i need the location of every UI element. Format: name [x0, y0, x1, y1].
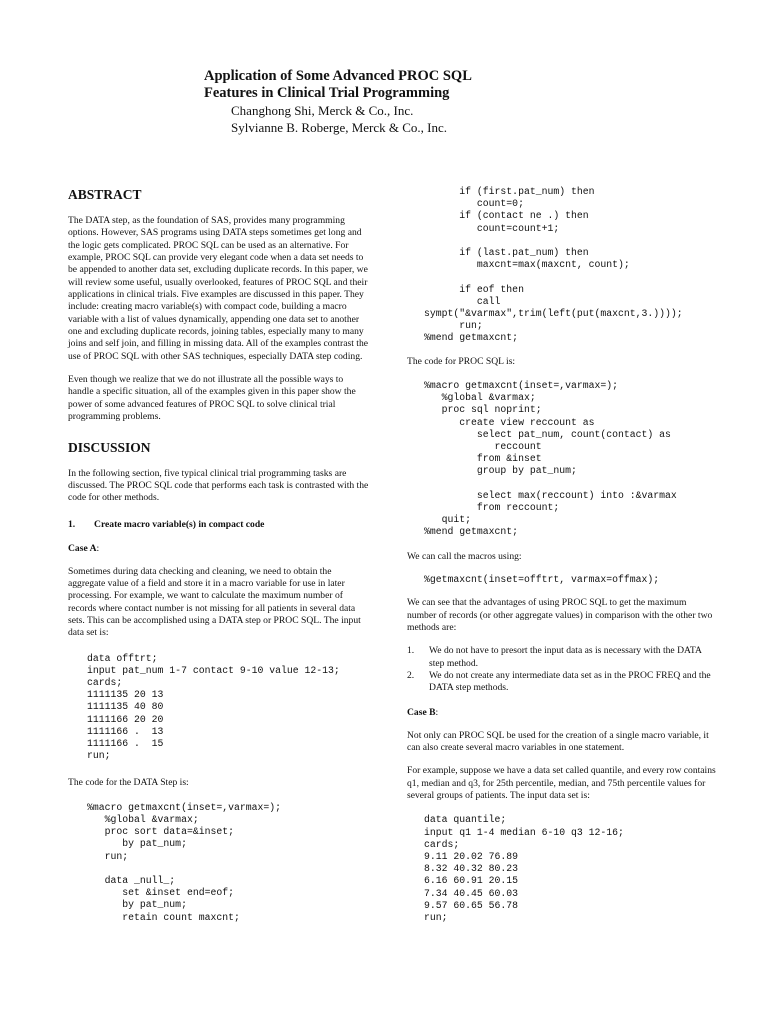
datastep-code-block: %macro getmaxcnt(inset=,varmax=); %global &varmax; proc sort data=&inset; by pat_num; run; data _null_; set &inset end=eof; by pat_num; retain count maxcnt;: [87, 801, 282, 923]
quantile-code-block: data quantile; input q1 1-4 median 6-10 q3 12-16; cards; 9.11 20.02 76.89 8.32 40.32 80.23 6.16 60.91 20.15 7.34 40.45 60.03 9.57 60.65 56.78 run;: [424, 814, 624, 923]
call-intro: We can call the macros using:: [407, 550, 522, 562]
paper-header: [204, 68, 472, 136]
input-data-code-block: data offtrt; input pat_num 1-7 contact 9-10 value 12-13; cards; 1111135 20 13 1111135 40 80 1111166 20 20 1111166 . 13 1111166 . 15 run;: [87, 652, 340, 762]
case-b-heading: [407, 707, 717, 719]
paper-title-line2: Features in Clinical Trial Programming: [204, 85, 450, 101]
case-a-colon: :: [96, 542, 100, 554]
case-b-paragraph-1: Not only can PROC SQL be used for the creation of a single macro variable, it can also create several macro variables in one statement.: [407, 729, 709, 753]
left-column: [68, 186, 370, 924]
advantages-paragraph: We can see that the advantages of using PROC SQL to get the maximum number of records (or other aggregate values) in comparison with the other two methods are:: [407, 597, 713, 633]
list-item: [407, 670, 717, 695]
case-a-heading: [68, 543, 370, 555]
macro-call-code: %getmaxcnt(inset=offtrt, varmax=offmax);: [424, 573, 660, 585]
datastep-intro: The code for the DATA Step is:: [68, 777, 189, 789]
abstract-paragraph-1: The DATA step, as the foundation of SAS, provides many programming options. However, SAS programs using DATA steps sometimes get long and the logic gets complicated. PROC SQL can be used as an alternative. For example, PROC SQL can provide very elegant code when a data set needs to be appended to another data set, excluding duplicate records. In this paper, we will review some useful, usually overlooked, features of PROC SQL and their applications in clinical trials. Five examples are discussed in this paper. They include: creating macro variable(s) with compact code, building a macro variable with a list of values dynamically, appending one data set to another one and excluding duplicate records, joining tables, especially many to many joins and self join, and filling in missing data. All of the examples contrast the use of PROC SQL with other SAS techniques, especially DATA step coding.: [68, 215, 369, 362]
list-item-text: We do not create any intermediate data set as in the PROC FREQ and the DATA step methods.: [429, 669, 711, 694]
section-1-number: 1.: [68, 518, 76, 530]
case-b-colon: :: [435, 706, 439, 718]
case-a-paragraph: Sometimes during data checking and cleaning, we need to obtain the aggregate value of a field and store it in a macro variable for use in later processing. For example, we want to calculate the maximum number of records where contact number is not missing for all patients in several data sets. This can be accomplished using a DATA step or PROC SQL. The input data set is:: [68, 565, 361, 639]
procsql-code-block: %macro getmaxcnt(inset=,varmax=); %global &varmax; proc sql noprint; create view reccount as select pat_num, count(contact) as reccount from &inset group by pat_num; select max(reccount) into :&varmax from reccount; quit; %mend getmaxcnt;: [424, 379, 677, 538]
author-1: Changhong Shi, Merck & Co., Inc.: [231, 103, 414, 118]
procsql-intro: The code for PROC SQL is:: [407, 355, 516, 367]
case-b-paragraph-2: For example, suppose we have a data set called quantile, and every row contains q1, median and q3, for 25th percentile, median, and 75th percentile values for several groups of patients. The input data set is:: [407, 765, 716, 801]
section-1-title: Create macro variable(s) in compact code: [94, 518, 265, 530]
list-item-text: We do not have to presort the input data as is necessary with the DATA step method.: [429, 645, 702, 669]
author-2: Sylvianne B. Roberge, Merck & Co., Inc.: [231, 120, 448, 135]
list-item: [407, 645, 717, 670]
discussion-paragraph: In the following section, five typical clinical trial programming tasks are discussed. The PROC SQL code that performs each task is contrasted with the code for other methods.: [68, 467, 369, 504]
advantages-list: [407, 645, 717, 694]
section-1-heading: [68, 519, 370, 531]
abstract-heading: ABSTRACT: [68, 187, 142, 202]
discussion-heading: DISCUSSION: [68, 439, 151, 455]
paper-title-line1: Application of Some Advanced PROC SQL: [204, 68, 472, 84]
case-b-label: Case B: [407, 706, 436, 718]
right-column: [407, 186, 717, 924]
case-a-label: Case A: [68, 542, 97, 554]
datastep-code-continued: if (first.pat_num) then count=0; if (contact ne .) then count=count+1; if (last.pat_num) then maxcnt=max(maxcnt, count); if eof then call sympt("&varmax",trim(left(put(maxcnt,3.)))); run; %mend getmaxcnt;: [424, 186, 683, 344]
list-item-number: 2.: [407, 669, 415, 681]
list-item-number: 1.: [407, 645, 415, 657]
abstract-paragraph-2: Even though we realize that we do not illustrate all the possible ways to handle a specific situation, all of the examples given in this paper show the power of some advanced features of PROC SQL to solve clinical trial programming problems.: [68, 374, 356, 423]
